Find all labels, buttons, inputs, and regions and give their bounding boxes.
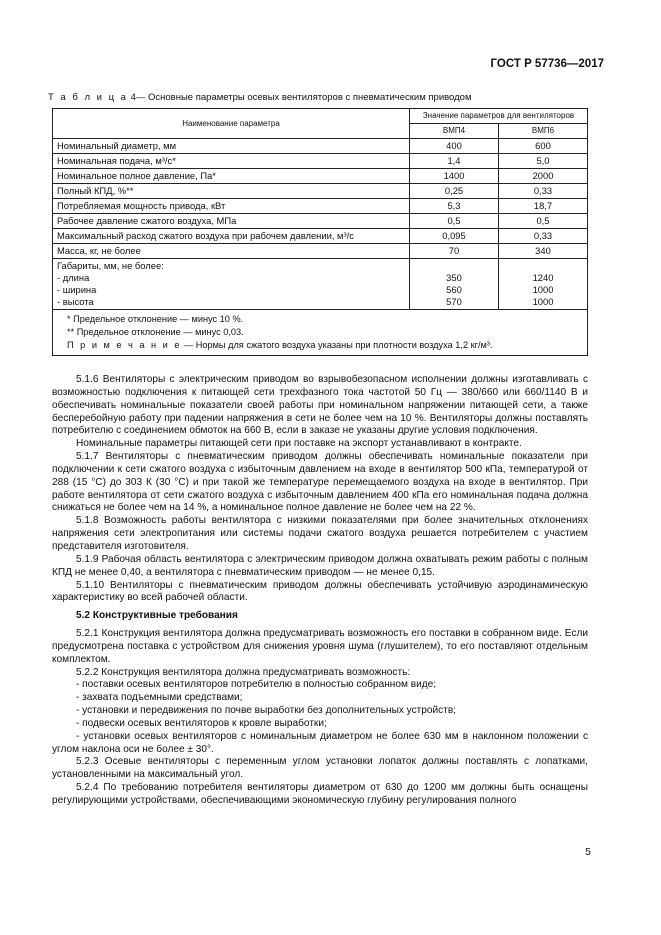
paragraph-5-2-2: 5.2.2 Конструкция вентилятора должна предусматривать возможность: [76,666,411,678]
row-v2: 18,7 [499,199,588,214]
table-caption-text: 4— Основные параметры осевых вентиляторов с пневматическим приводом [127,92,472,103]
table-notes [53,310,588,356]
group-header: Значение параметров для вентиляторов [410,109,588,124]
table-row [53,184,588,199]
list-item: - установки осевых вентиляторов с номинальным диаметром не более 630 мм в наклонном положении с углом наклона оси не более ± 30°. [52,730,588,755]
dims-width-v2: 1000 [532,284,554,295]
row-name: Номинальный диаметр, мм [53,139,410,154]
table-caption [48,92,472,103]
standard-header: ГОСТ Р 57736—2017 [490,58,604,70]
row-name: Масса, кг, не более [53,244,410,259]
col-header-vmp4: ВМП4 [410,124,499,139]
row-v2: 0,5 [499,214,588,229]
param-header: Наименование параметра [53,109,410,139]
row-v1: 1400 [410,169,499,184]
page-number: 5 [585,846,591,858]
table-caption-label: Т а б л и ц а [48,92,128,103]
paragraph-5-1-6-export: Номинальные параметры питающей сети при поставке на экспорт устанавливают в контракте. [76,438,522,450]
body-text [52,374,588,808]
dims-width-label: - ширина [57,284,97,295]
row-name: Потребляемая мощность привода, кВт [53,199,410,214]
paragraph-5-1-6: 5.1.6 Вентиляторы с электрическим приводом во взрывобезопасном исполнении должны изготавливать с возможностью подключения к питающей сети трехфазного тока частотой 50 Гц — 380/660 или 660/1140 В и обеспечивать номинальные показатели своей работы при номинальном напряжении питающей сети, а также бесперебойную работу при падении напряжения в сети не более чем на 10 %. Вентиляторы должны поставлять потребителю с соединением обмоток на 660 В, если в заказе не указаны другие условия подключения. [52,374,588,437]
dims-height-v2: 1000 [532,296,554,307]
list-item: - установки и передвижения по почве выработки без дополнительных устройств; [76,705,456,717]
footnote-2: ** Предельное отклонение — минус 0,03. [67,327,244,337]
row-v1: 0,5 [410,214,499,229]
table-row [53,229,588,244]
row-name: Номинальное полное давление, Па* [53,169,410,184]
dims-length-label: - длина [57,272,90,283]
dims-height-label: - высота [57,296,94,307]
paragraph-5-2-3: 5.2.3 Осевые вентиляторы с переменным углом установки лопаток должны поставлять с лопатками, установленными на максимальный угол. [52,756,588,781]
dimensions-row [53,259,588,310]
list-item: - подвески осевых вентиляторов к кровле выработки; [76,717,327,729]
paragraph-5-1-7: 5.1.7 Вентиляторы с пневматическим приводом должны обеспечивать номинальные показатели при подключении к сети сжатого воздуха с избыточным давлением на входе в вентилятор 500 кПа, температурой от 288 (15 °C) до 303 К (30 °C) и при такой же температуре перемещаемого воздуха на входе в вентилятор. При работе вентилятора от сети сжатого воздуха с избыточным давлением 400 кПа его номинальная подача должна снижаться не более чем на 14 %, а номинальное полное давление не более чем на 22 %. [52,451,588,514]
row-v2: 2000 [499,169,588,184]
table-row [53,139,588,154]
list-item: - поставки осевых вентиляторов потребителю в полностью собранном виде; [76,679,437,691]
paragraph-5-1-8: 5.1.8 Возможность работы вентилятора с низкими показателями при более значительных отклонениях напряжения сети электропитания или системы подачи сжатого воздуха решается потребителем с участием представителя изготовителя. [52,515,588,552]
row-v1: 0,095 [410,229,499,244]
row-v2: 5,0 [499,154,588,169]
dims-length-v2: 1240 [532,272,554,283]
dims-length-v1: 350 [446,272,462,283]
dims-width-v1: 560 [446,284,462,295]
row-v2: 0,33 [499,184,588,199]
row-v1: 70 [410,244,499,259]
paragraph-5-1-10: 5.1.10 Вентиляторы с пневматическим приводом должны обеспечивать устойчивую аэродинамическую характеристику во всей рабочей области. [52,579,588,604]
note-text: — Нормы для сжатого воздуха указаны при плотности воздуха 1,2 кг/м³. [181,340,493,350]
row-v1: 0,25 [410,184,499,199]
paragraph-5-2-4: 5.2.4 По требованию потребителя вентиляторы диаметром от 630 до 1200 мм должны быть оснащены регулирующими устройствами, обеспечивающими экономическую глубину регулирования полного [52,782,588,806]
table-row [53,214,588,229]
row-v2: 600 [499,139,588,154]
section-heading-5-2: 5.2 Конструктивные требования [76,610,238,622]
dims-title: Габариты, мм, не более: [57,260,164,271]
table-note [67,339,583,352]
row-name: Рабочее давление сжатого воздуха, МПа [53,214,410,229]
row-name: Номинальная подача, м³/с* [53,154,410,169]
table-row [53,169,588,184]
table-row [53,199,588,214]
table-row [53,244,588,259]
table-row [53,154,588,169]
row-v1: 400 [410,139,499,154]
note-label: П р и м е ч а н и е [67,340,182,350]
row-name: Максимальный расход сжатого воздуха при рабочем давлении, м³/с [53,229,410,244]
footnote-1: * Предельное отклонение — минус 10 %. [67,314,244,324]
row-v2: 0,33 [499,229,588,244]
paragraph-5-1-9: 5.1.9 Рабочая область вентилятора с электрическим приводом должна охватывать режим работы с полным КПД не менее 0,40, а вентилятора с пневматическим приводом — не менее 0,15. [52,553,588,578]
row-v2: 340 [499,244,588,259]
row-v1: 5,3 [410,199,499,214]
list-item: - захвата подъемными средствами; [76,692,243,704]
row-v1: 1,4 [410,154,499,169]
dims-height-v1: 570 [446,296,462,307]
paragraph-5-2-1: 5.2.1 Конструкция вентилятора должна предусматривать возможность его поставки в собранном виде. Если предусмотрена поставка с устройством для снижения уровня шума (глушителем), то его поставляют отдельным комплектом. [52,628,588,665]
col-header-vmp6: ВМП6 [499,124,588,139]
row-name: Полный КПД, %** [53,184,410,199]
parameters-table [52,108,588,356]
